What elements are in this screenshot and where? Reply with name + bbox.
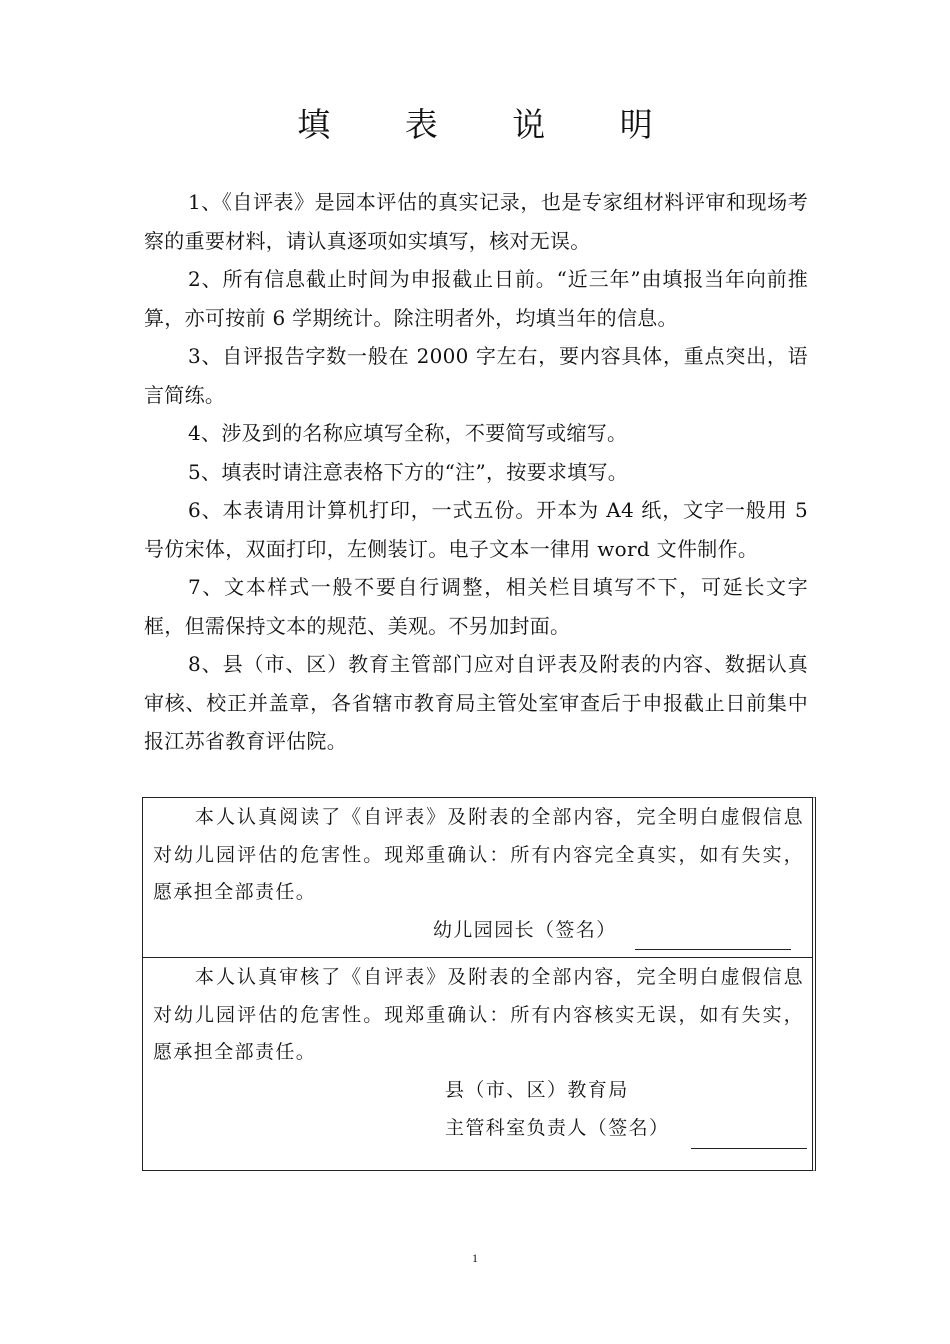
instruction-item-4: 4、涉及到的名称应填写全称，不要简写或缩写。 bbox=[188, 421, 628, 445]
principal-signature-label: 幼儿园园长（签名） bbox=[433, 919, 617, 941]
instruction-item-7: 7、文本样式一般不要自行调整，相关栏目填写不下，可延长文字框，但需保持文本的规范、美观。不另加封面。 bbox=[144, 575, 808, 638]
declaration-table bbox=[142, 797, 816, 1171]
department-declaration-text: 本人认真审核了《自评表》及附表的全部内容，完全明白虚假信息对幼儿园评估的危害性。现郑重确认：所有内容核实无误，如有失实，愿承担全部责任。 bbox=[153, 966, 804, 1063]
instruction-item-6: 6、本表请用计算机打印，一式五份。开本为 A4 纸，文字一般用 5 号仿宋体，双面打印，左侧装订。电子文本一律用 word 文件制作。 bbox=[144, 498, 808, 561]
page-title: 填 表 说 明 bbox=[297, 105, 685, 144]
instruction-item-8: 8、县（市、区）教育主管部门应对自评表及附表的内容、数据认真审核、校正并盖章，各省辖市教育局主管处室审查后于申报截止日前集中报江苏省教育评估院。 bbox=[144, 652, 808, 753]
instructions-list bbox=[144, 183, 808, 761]
department-declaration bbox=[143, 958, 812, 1170]
instruction-item-5: 5、填表时请注意表格下方的“注”，按要求填写。 bbox=[188, 459, 629, 484]
page-number: 1 bbox=[472, 1251, 478, 1265]
department-signature-label: 主管科室负责人（签名） bbox=[445, 1117, 670, 1139]
department-signature-field[interactable] bbox=[691, 1148, 807, 1149]
principal-declaration-text: 本人认真阅读了《自评表》及附表的全部内容，完全明白虚假信息对幼儿园评估的危害性。现郑重确认：所有内容完全真实，如有失实，愿承担全部责任。 bbox=[153, 806, 804, 903]
instruction-item-2: 2、所有信息截止时间为申报截止日前。“近三年”由填报当年向前推算，亦可按前 6 学期统计。除注明者外，均填当年的信息。 bbox=[144, 267, 808, 330]
instruction-item-1: 1、《自评表》是园本评估的真实记录，也是专家组材料评审和现场考察的重要材料，请认真逐项如实填写，核对无误。 bbox=[144, 190, 808, 253]
principal-declaration bbox=[143, 798, 812, 958]
instruction-item-3: 3、自评报告字数一般在 2000 字左右，要内容具体，重点突出，语言简练。 bbox=[144, 344, 808, 407]
principal-signature-field[interactable] bbox=[635, 949, 791, 950]
department-org-label: 县（市、区）教育局 bbox=[445, 1079, 629, 1101]
